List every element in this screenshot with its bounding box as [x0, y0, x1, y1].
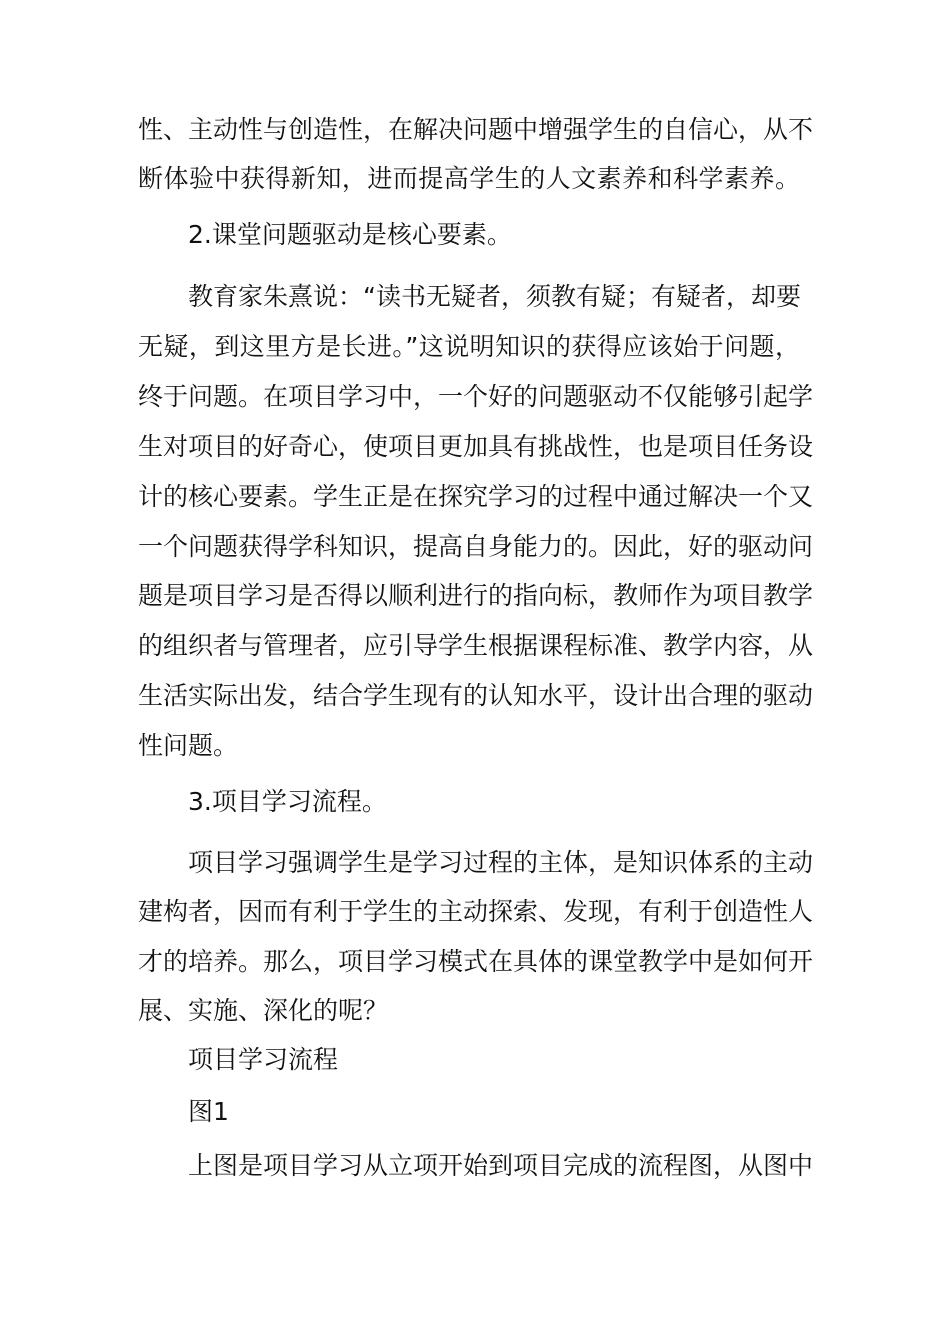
- paragraph-line: 计的核心要素。学生正是在探究学习的过程中通过解决一个又: [138, 482, 814, 511]
- paragraph-line: 性、主动性与创造性，在解决问题中增强学生的自信心，从不: [138, 115, 814, 144]
- paragraph-line: 的组织者与管理者，应引导学生根据课程标准、教学内容，从: [138, 631, 814, 660]
- paragraph-line: 无疑，到这里方是长进。”这说明知识的获得应该始于问题，: [138, 332, 800, 361]
- paragraph-line: 终于问题。在项目学习中，一个好的问题驱动不仅能够引起学: [138, 382, 814, 411]
- section-heading: 2.课堂问题驱动是核心要素。: [188, 220, 512, 249]
- figure-title: 项目学习流程: [188, 1045, 339, 1074]
- section-heading: 3.项目学习流程。: [188, 787, 387, 816]
- paragraph-line: 一个问题获得学科知识，提高自身能力的。因此，好的驱动问: [138, 532, 814, 561]
- paragraph-line: 上图是项目学习从立项开始到项目完成的流程图，从图中: [188, 1151, 814, 1180]
- paragraph-line: 性问题。: [138, 731, 239, 760]
- paragraph-line: 题是项目学习是否得以顺利进行的指向标，教师作为项目教学: [138, 581, 814, 610]
- paragraph-line: 断体验中获得新知，进而提高学生的人文素养和科学素养。: [138, 164, 800, 193]
- paragraph-line: 展、实施、深化的呢？: [138, 996, 389, 1025]
- paragraph-line: 项目学习强调学生是学习过程的主体，是知识体系的主动: [188, 848, 814, 877]
- figure-label: 图1: [188, 1097, 229, 1126]
- paragraph-line: 建构者，因而有利于学生的主动探索、发现，有利于创造性人: [138, 897, 814, 926]
- paragraph-line: 教育家朱熹说：“读书无疑者，须教有疑；有疑者，却要: [188, 282, 801, 311]
- paragraph-line: 才的培养。那么，项目学习模式在具体的课堂教学中是如何开: [138, 947, 814, 976]
- paragraph-line: 生活实际出发，结合学生现有的认知水平，设计出合理的驱动: [138, 681, 814, 710]
- paragraph-line: 生对项目的好奇心，使项目更加具有挑战性，也是项目任务设: [138, 432, 814, 461]
